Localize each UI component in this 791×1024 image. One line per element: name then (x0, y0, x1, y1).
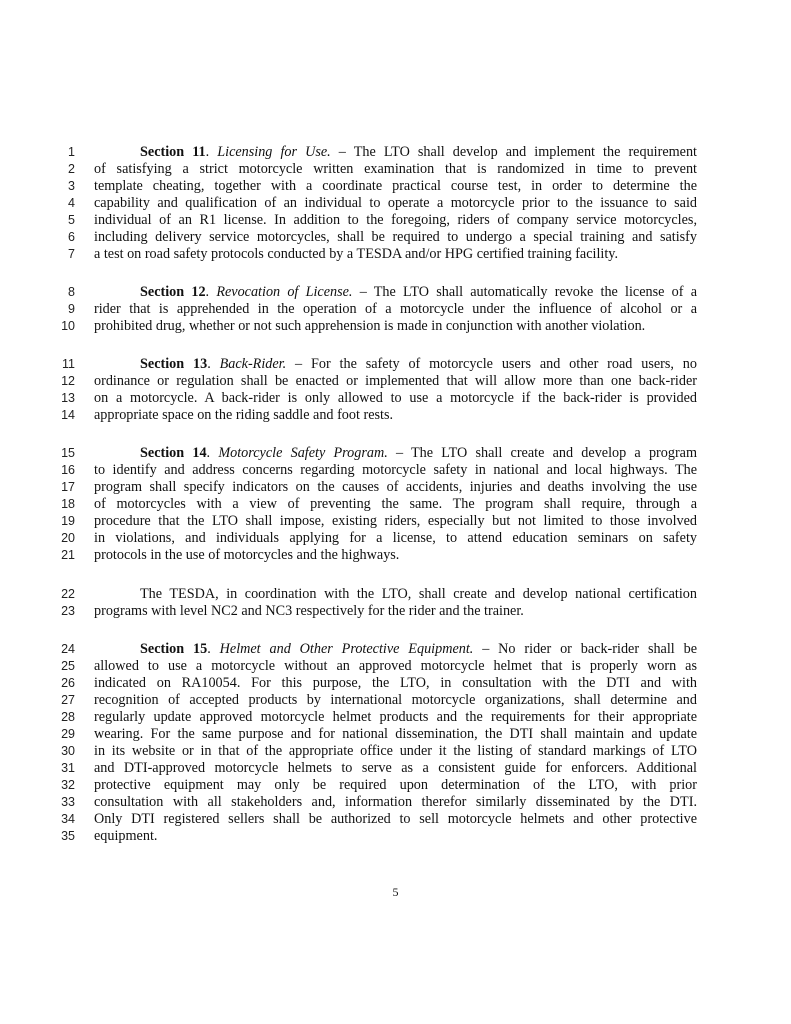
line-body-text: on a motorcycle. A back-rider is only allowed to use a motorcycle if the back-rider is provided (94, 390, 697, 406)
line-body-text: – The LTO shall create and develop a program (387, 445, 698, 461)
line-body-text: programs with level NC2 and NC3 respectively for the rider and the trainer. (94, 603, 524, 619)
line-text (94, 178, 697, 195)
line-body-text: allowed to use a motorcycle without an approved motorcycle helmet that is properly worn as (94, 658, 697, 674)
line-number: 16 (61, 463, 75, 477)
section-heading: Section 12 (140, 284, 206, 300)
line-number: 20 (61, 531, 75, 545)
line-text (94, 709, 697, 726)
line-text (94, 743, 697, 760)
line-number: 19 (61, 514, 75, 528)
document-line (0, 586, 791, 603)
line-number: 32 (61, 778, 75, 792)
line-number: 27 (61, 693, 75, 707)
document-line (0, 390, 791, 407)
document-line (0, 641, 791, 658)
document-line (0, 178, 791, 195)
document-line (0, 743, 791, 760)
line-body-text: – For the safety of motorcycle users and other road users, no (286, 356, 697, 372)
line-body-text: program shall specify indicators on the causes of accidents, injuries and deaths involving the use (94, 479, 697, 495)
line-text (94, 373, 697, 390)
line-body-text: equipment. (94, 828, 158, 844)
line-number: 31 (61, 761, 75, 775)
document-line (0, 794, 791, 811)
line-number: 28 (61, 710, 75, 724)
section-title: Licensing for Use. (217, 144, 331, 160)
line-body-text: procedure that the LTO shall impose, existing riders, especially but not limited to those involved (94, 513, 697, 529)
section-title: Motorcycle Safety Program. (218, 445, 388, 461)
line-number: 22 (61, 587, 75, 601)
line-number: 25 (61, 659, 75, 673)
document-line (0, 161, 791, 178)
line-number: 14 (61, 408, 75, 422)
document-line (0, 658, 791, 675)
line-body-text: capability and qualification of an individual to operate a motorcycle prior to the issuance to said (94, 195, 697, 211)
line-body-text: Only DTI registered sellers shall be authorized to sell motorcycle helmets and other protective (94, 811, 697, 827)
line-body-text: to identify and address concerns regarding motorcycle safety in national and local highways. The (94, 462, 697, 478)
line-number: 15 (61, 446, 75, 460)
document-line (0, 144, 791, 161)
line-number: 33 (61, 795, 75, 809)
document-line (0, 709, 791, 726)
line-body-text: regularly update approved motorcycle helmet products and the requirements for their appropriate (94, 709, 697, 725)
line-number: 12 (61, 374, 75, 388)
section-heading: Section 15 (140, 641, 208, 657)
line-number: 35 (61, 829, 75, 843)
line-body-text: – No rider or back-rider shall be (473, 641, 698, 657)
line-text: Section 11. Licensing for Use. – The LTO shall develop and implement the requirement (140, 144, 698, 160)
document-line (0, 356, 791, 373)
section-title: Revocation of License. (216, 284, 353, 300)
document-line (0, 811, 791, 828)
line-body-text: The TESDA, in coordination with the LTO, shall create and develop national certification (140, 586, 697, 602)
line-text (94, 161, 697, 178)
line-number: 23 (61, 604, 75, 618)
line-text (94, 212, 697, 229)
line-body-text: ordinance or regulation shall be enacted or implemented that will allow more than one back-rider (94, 373, 697, 389)
line-body-text: template cheating, together with a coordinate practical course test, in order to determine the (94, 178, 697, 194)
line-text (94, 390, 697, 407)
line-text (94, 547, 697, 564)
line-number: 3 (68, 179, 75, 193)
document-line (0, 445, 791, 462)
section-title: Back-Rider. (219, 356, 287, 372)
document-line (0, 246, 791, 263)
line-number: 18 (61, 497, 75, 511)
line-text (94, 726, 697, 743)
line-number: 11 (62, 357, 75, 371)
line-text: Section 12. Revocation of License. – The LTO shall automatically revoke the license of a (140, 284, 697, 300)
line-number: 5 (68, 213, 75, 227)
line-number: 26 (61, 676, 75, 690)
line-text (94, 407, 697, 424)
line-body-text: consultation with all stakeholders and, information therefor similarly disseminated by the DTI. (94, 794, 697, 810)
line-text (94, 246, 697, 263)
document-line (0, 212, 791, 229)
line-text (94, 828, 697, 845)
line-body-text: appropriate space on the riding saddle and foot rests. (94, 407, 394, 423)
line-number: 21 (61, 548, 75, 562)
document-line (0, 530, 791, 547)
document-line (0, 760, 791, 777)
line-body-text: of satisfying a strict motorcycle written examination that is randomized in time to prevent (94, 161, 697, 177)
line-number: 4 (68, 196, 75, 210)
document-line (0, 479, 791, 496)
document-line (0, 195, 791, 212)
line-text (94, 675, 697, 692)
document-line (0, 229, 791, 246)
line-number: 13 (61, 391, 75, 405)
line-text (94, 513, 697, 530)
line-number: 30 (61, 744, 75, 758)
page-number: 5 (392, 885, 399, 899)
line-body-text: recognition of accepted products by international motorcycle organizations, shall determine and (94, 692, 697, 708)
line-body-text: prohibited drug, whether or not such apprehension is made in conjunction with another violation. (94, 318, 646, 334)
document-line (0, 675, 791, 692)
document-line (0, 777, 791, 794)
line-text (94, 760, 697, 777)
section-heading: Section 13 (140, 356, 208, 372)
document-line (0, 692, 791, 709)
document-line (0, 828, 791, 845)
line-text (94, 195, 697, 212)
document-line (0, 373, 791, 390)
line-body-text: including delivery service motorcycles, shall be required to undergo a special training and satisfy (94, 229, 697, 245)
document-line (0, 726, 791, 743)
line-text (94, 318, 697, 335)
document-line (0, 284, 791, 301)
line-body-text: – The LTO shall automatically revoke the license of a (352, 284, 697, 300)
line-number: 7 (68, 247, 75, 261)
line-number: 1 (68, 145, 75, 159)
line-text (94, 496, 697, 513)
line-body-text: in its website or in that of the appropriate office under it the listing of standard markings of LTO (94, 743, 697, 759)
line-text: Section 15. Helmet and Other Protective Equipment. – No rider or back-rider shall be (140, 641, 698, 657)
line-body-text: in violations, and individuals applying for a license, to attend education seminars on safety (94, 530, 697, 546)
line-body-text: wearing. For the same purpose and for national dissemination, the DTI shall maintain and update (94, 726, 697, 742)
line-number: 2 (68, 162, 75, 176)
line-text: Section 14. Motorcycle Safety Program. – The LTO shall create and develop a program (140, 445, 698, 461)
line-text (94, 658, 697, 675)
document-line (0, 603, 791, 620)
document-line (0, 496, 791, 513)
line-text (94, 692, 697, 709)
line-number: 24 (61, 642, 75, 656)
line-text (94, 301, 697, 318)
section-heading: Section 14 (140, 445, 207, 461)
line-body-text: rider that is apprehended in the operation of a motorcycle under the influence of alcohol or a (94, 301, 697, 317)
section-heading: Section 11 (140, 144, 206, 160)
line-text (94, 229, 697, 246)
line-number: 29 (61, 727, 75, 741)
line-text (94, 777, 697, 794)
line-number: 10 (61, 319, 75, 333)
line-number: 17 (61, 480, 75, 494)
line-text (94, 530, 697, 547)
document-line (0, 301, 791, 318)
line-text: Section 13. Back-Rider. – For the safety of motorcycle users and other road users, no (140, 356, 697, 372)
line-body-text: – The LTO shall develop and implement the requirement (330, 144, 698, 160)
line-text (94, 586, 697, 603)
line-body-text: individual of an R1 license. In addition to the foregoing, riders of company service motorcycles, (94, 212, 697, 228)
line-text (94, 462, 697, 479)
line-body-text: protocols in the use of motorcycles and the highways. (94, 547, 400, 563)
document-line (0, 462, 791, 479)
line-text (94, 794, 697, 811)
line-body-text: of motorcycles with a view of preventing the same. The program shall require, through a (94, 496, 697, 512)
document-line (0, 407, 791, 424)
line-body-text: protective equipment may only be required upon determination of the LTO, with prior (94, 777, 697, 793)
document-line (0, 513, 791, 530)
line-body-text: a test on road safety protocols conducted by a TESDA and/or HPG certified training facility. (94, 246, 619, 262)
line-text (94, 603, 697, 620)
line-number: 8 (68, 285, 75, 299)
section-title: Helmet and Other Protective Equipment. (219, 641, 474, 657)
line-body-text: and DTI-approved motorcycle helmets to serve as a consistent guide for enforcers. Additional (94, 760, 697, 776)
line-number: 9 (68, 302, 75, 316)
line-number: 34 (61, 812, 75, 826)
line-text (94, 479, 697, 496)
line-text (94, 811, 697, 828)
document-line (0, 318, 791, 335)
line-body-text: indicated on RA10054. For this purpose, the LTO, in consultation with the DTI and with (94, 675, 697, 691)
document-line (0, 547, 791, 564)
line-number: 6 (68, 230, 75, 244)
